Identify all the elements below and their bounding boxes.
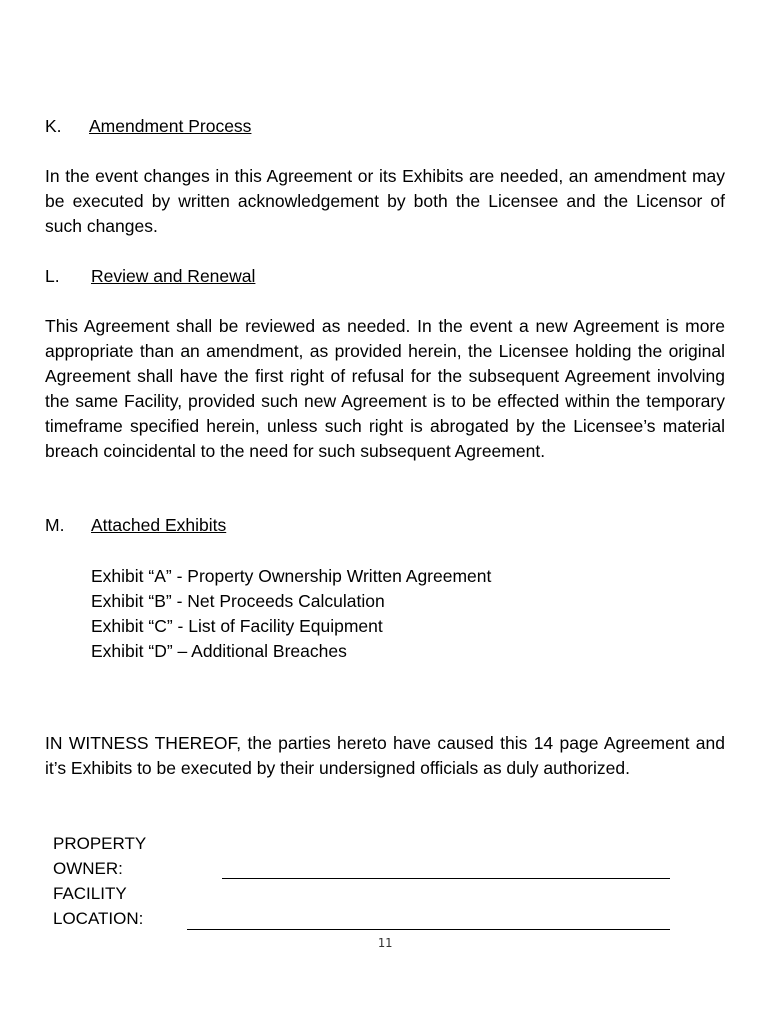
section-l-title: Review and Renewal [91,266,256,286]
section-m-heading [45,513,227,538]
property-owner-label-line2: OWNER: [53,859,123,878]
exhibit-item: Exhibit “D” – Additional Breaches [91,641,347,661]
section-l-heading [45,264,256,289]
facility-location-label-line2: LOCATION: [53,909,144,928]
exhibit-item: Exhibit “C” - List of Facility Equipment [91,616,383,636]
section-m-letter: M. [45,515,65,535]
section-m-title: Attached Exhibits [91,515,227,535]
exhibit-item: Exhibit “B” - Net Proceeds Calculation [91,591,385,611]
section-k-letter: K. [45,116,62,136]
section-l-letter: L. [45,266,60,286]
section-k-paragraph: In the event changes in this Agreement or its Exhibits are needed, an amendment may be executed by written acknowledgement by both the Licensee and the Licensor of such changes. [45,166,725,236]
facility-location-label-line1: FACILITY [53,884,127,903]
exhibit-list [91,564,491,664]
section-k-title: Amendment Process [89,116,252,136]
section-l-paragraph: This Agreement shall be reviewed as needed. In the event a new Agreement is more appropriate than an amendment, as provided herein, the Licensee holding the original Agreement shall have the first right of refusal for the subsequent Agreement involving the same Facility, provided such new Agreement is to be effected within the temporary timeframe specified herein, unless such right is abrogated by the Licensee’s material breach coincidental to the need for such subsequent Agreement. [45,316,725,461]
exhibit-item: Exhibit “A” - Property Ownership Written Agreement [91,566,492,586]
page-number: 11 [377,936,393,950]
section-k-heading [45,114,252,139]
witness-paragraph: IN WITNESS THEREOF, the parties hereto have caused this 14 page Agreement and it’s Exhibits to be executed by their undersigned officials as duly authorized. [45,733,725,778]
property-owner-signature-line[interactable] [222,878,670,879]
facility-location-signature-line[interactable] [187,929,670,930]
property-owner-label-line1: PROPERTY [53,834,147,853]
